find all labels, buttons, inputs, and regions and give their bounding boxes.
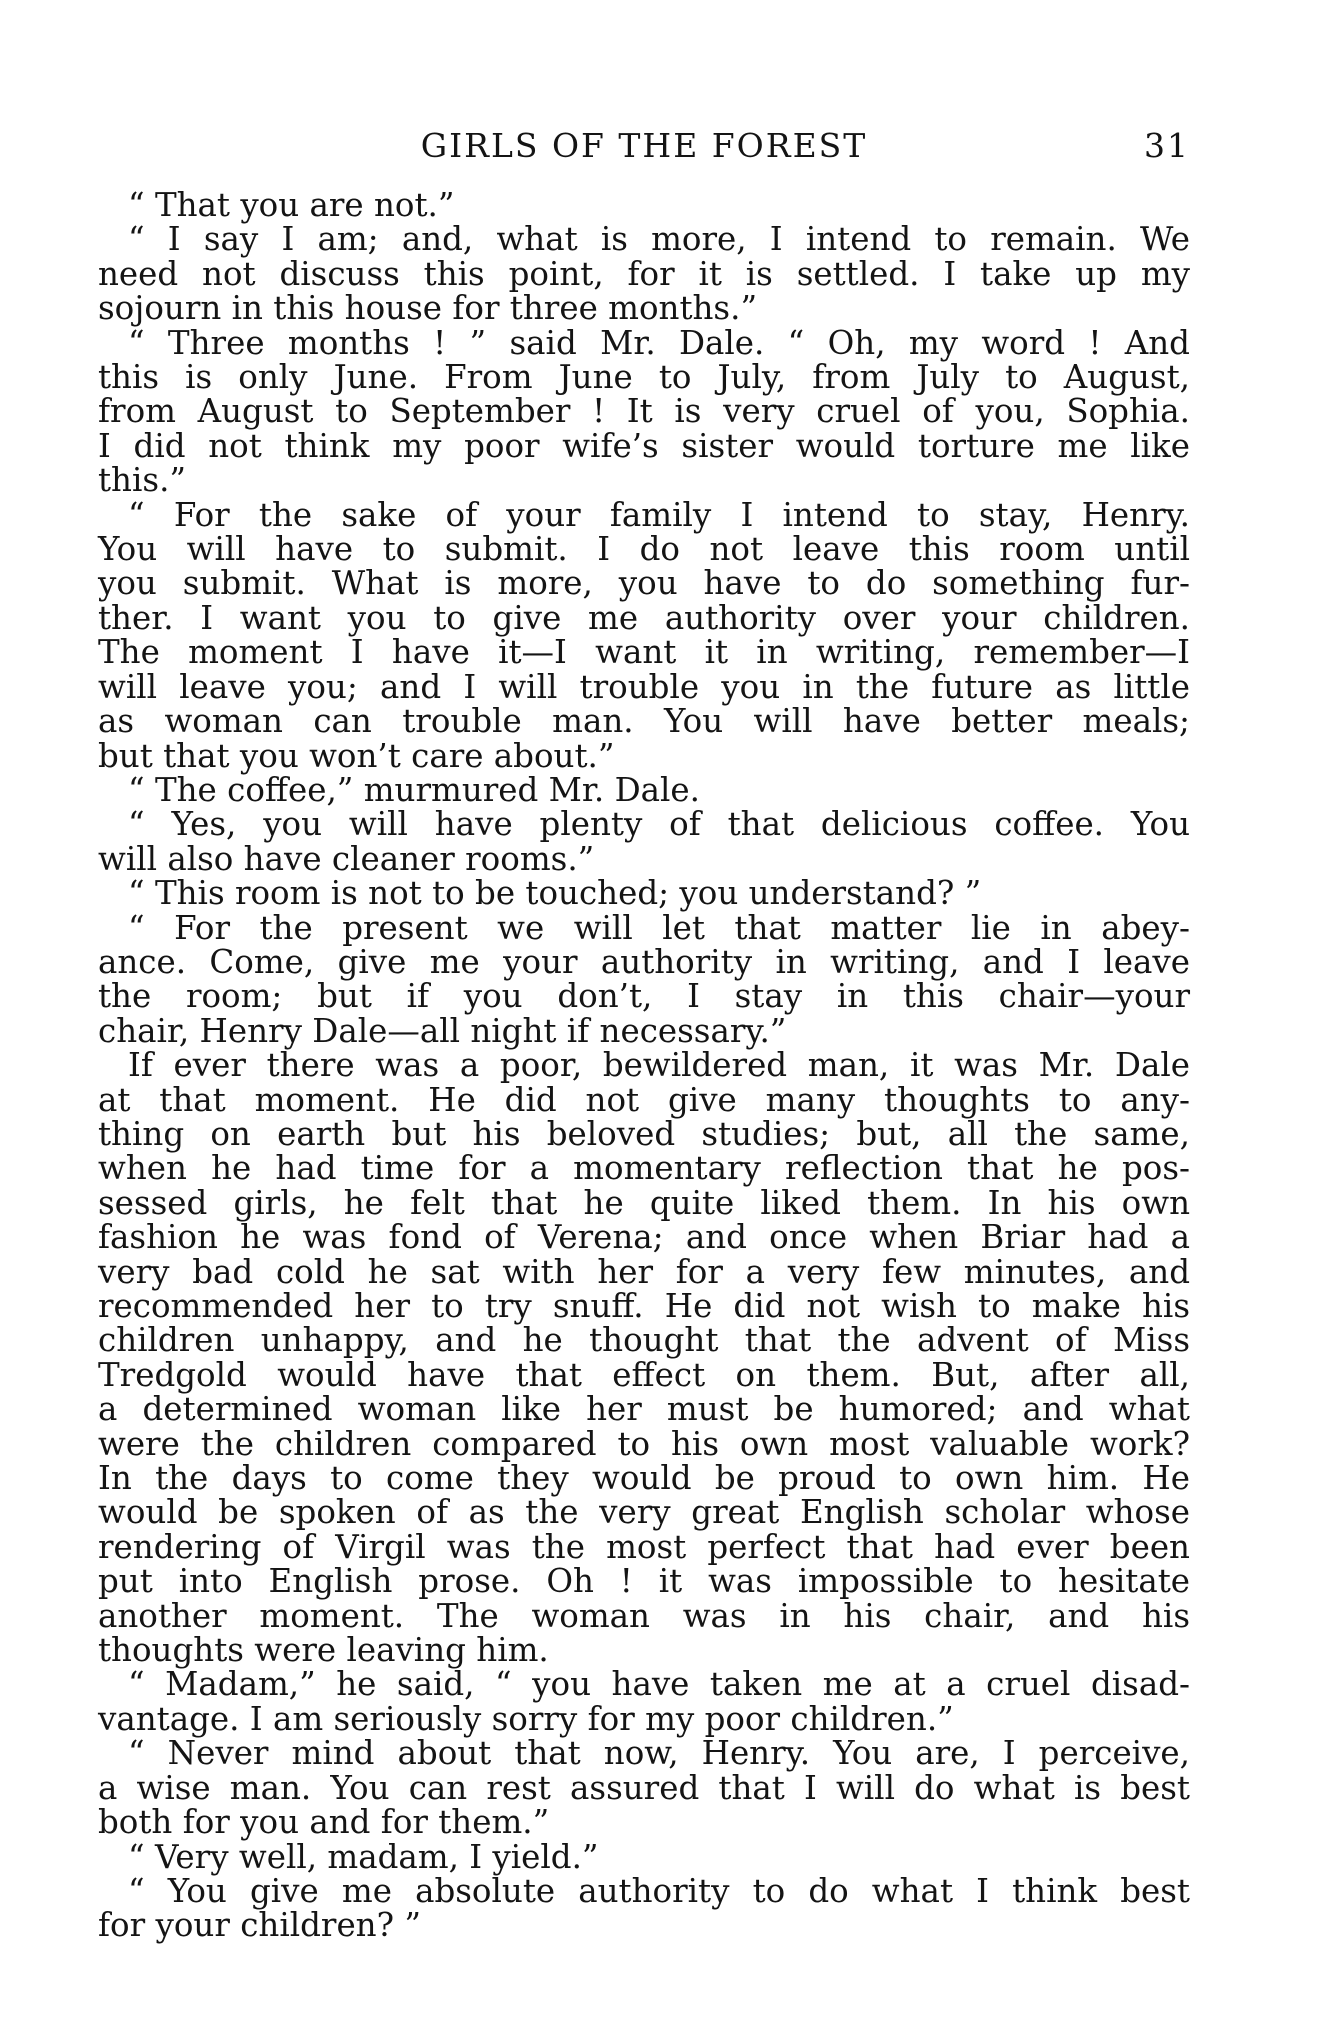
running-head [98,120,1190,180]
text-line: “ Three months ! ” said Mr. Dale. “ Oh, my word ! And [128,323,1190,362]
text-line: children unhappy, and he thought that the advent of Miss [98,1321,1190,1360]
text-line: The moment I have it—I want it in writing, remember—I [98,633,1190,672]
paragraph [98,770,1190,809]
text-line: “ Madam,” he said, “ you have taken me at a cruel disad- [128,1665,1190,1704]
book-page [98,120,1190,1943]
text-line: but that you won’t care about.” [98,736,615,775]
text-line: “ Yes, you will have plenty of that delicious coffee. You [128,805,1190,844]
text-line: ance. Come, give me your authority in writing, and I leave [98,942,1190,981]
paragraph [98,495,1190,775]
text-line: “ Very well, madam, I yield.” [128,1837,599,1876]
text-line: You will have to submit. I do not leave this room until [98,530,1190,569]
text-line: recommended her to try snuff. He did not wish to make his [98,1287,1190,1325]
text-line: “ This room is not to be touched; you understand? ” [128,874,982,913]
paragraph [98,807,1190,876]
text-line: rendering of Virgil was the most perfect that had ever been [98,1527,1190,1566]
paragraph [98,1871,1190,1945]
paragraph [98,1667,1190,1736]
text-line: fashion he was fond of Verena; and once when Briar had a [98,1218,1190,1257]
text-line: from August to September ! It is very cruel of you, Sophia. [98,392,1190,431]
text-line: the room; but if you don’t, I stay in this chair—your [98,977,1190,1016]
text-line: were the children compared to his own most valuable work? [98,1424,1190,1463]
text-line: “ The coffee,” murmured Mr. Dale. [128,770,700,809]
text-line: “ That you are not.” [128,186,455,224]
text-line: Tredgold would have that effect on them. But, after all, [98,1355,1190,1394]
text-line: a wise man. You can rest assured that I will do what is best [98,1768,1190,1807]
text-line: If ever there was a poor, bewildered man, it was Mr. Dale [128,1046,1190,1085]
text-line: “ For the present we will let that matter lie in abey- [128,908,1190,947]
text-line: you submit. What is more, you have to do something fur- [98,564,1190,603]
text-line: ther. I want you to give me authority over your children. [98,598,1190,637]
text-line: “ Never mind about that now, Henry. You are, I perceive, [128,1734,1190,1773]
text-line: chair, Henry Dale—all night if necessary.” [98,1011,787,1050]
text-line: “ I say I am; and, what is more, I intend to remain. We [128,220,1190,259]
text-line: another moment. The woman was in his chair, and his [98,1596,1190,1635]
text-line: vantage. I am seriously sorry for my poor children.” [98,1699,954,1738]
text-line: I did not think my poor wife’s sister would torture me like [98,426,1190,465]
running-title: GIRLS OF THE FOREST [420,126,868,165]
paragraph [98,188,1190,222]
text-line: this.” [98,461,187,500]
paragraph [98,1734,1190,1842]
text-line: both for you and for them.” [98,1803,550,1842]
text-line: “ You give me absolute authority to do what I think best [128,1871,1190,1910]
text-line: a determined woman like her must be humored; and what [98,1390,1190,1429]
text-line: “ For the sake of your family I intend to stay, Henry. [128,495,1190,534]
text-line: very bad cold he sat with her for a very few minutes, and [98,1252,1190,1291]
text-line: sojourn in this house for three months.” [98,289,758,328]
paragraph [98,874,1190,913]
text-line: will leave you; and I will trouble you in the future as little [98,667,1190,706]
text-line: put into English prose. Oh ! it was impossible to hesitate [98,1562,1190,1601]
text-line: will also have cleaner rooms.” [98,839,595,878]
text-line: thing on earth but his beloved studies; but, all the same, [98,1114,1190,1153]
page-number: 31 [1144,126,1190,165]
paragraph [98,323,1190,500]
text-line: when he had time for a momentary reflection that he pos- [98,1149,1190,1188]
text-line: as woman can trouble man. You will have better meals; [98,702,1190,741]
text-line: this is only June. From June to July, from July to August, [98,358,1190,397]
text-line: thoughts were leaving him. [98,1631,549,1670]
text-line: need not discuss this point, for it is settled. I take up my [98,254,1190,293]
text-line: sessed girls, he felt that he quite liked them. In his own [98,1183,1190,1222]
text-line: at that moment. He did not give many thoughts to any- [98,1080,1190,1119]
paragraph [98,1046,1190,1670]
text-line: for your children? ” [98,1906,421,1945]
paragraph [98,220,1190,328]
paragraph [98,1837,1190,1876]
body-text [98,188,1190,1943]
text-line: In the days to come they would be proud to own him. He [98,1459,1190,1498]
paragraph [98,908,1190,1050]
text-line: would be spoken of as the very great English scholar whose [98,1493,1190,1532]
